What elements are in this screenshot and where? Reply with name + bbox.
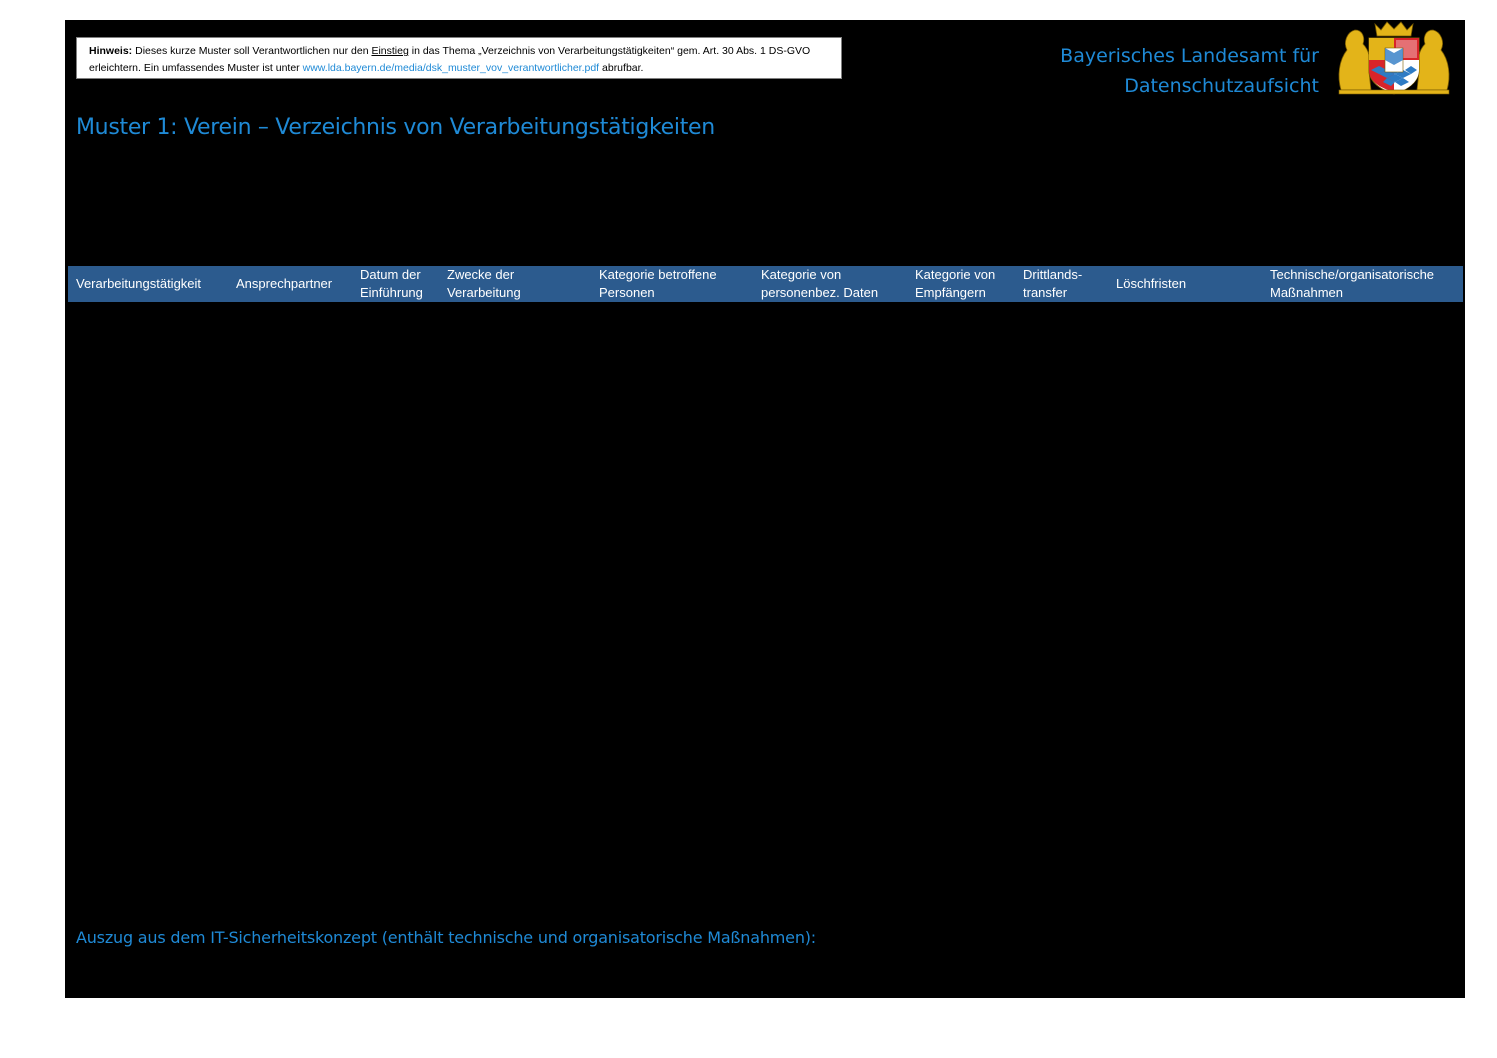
hint-link[interactable]: www.lda.bayern.de/media/dsk_muster_vov_verantwortlicher.pdf	[302, 62, 600, 74]
hint-text-1: Dieses kurze Muster soll Verantwortlichen nur den	[132, 45, 372, 57]
column-header-data-categories: Kategorie von personenbez. Daten	[761, 267, 879, 300]
column-header-recipients: Kategorie von Empfängern	[915, 267, 996, 300]
authority-name	[959, 41, 1319, 101]
column-header-data-subjects: Kategorie betroffene Personen	[599, 267, 717, 300]
column-header-introduction-date: Datum der Einführung	[360, 267, 423, 300]
hint-label: Hinweis:	[89, 45, 133, 57]
hint-box	[76, 37, 842, 79]
document-page	[65, 20, 1465, 998]
authority-line-1: Bayerisches Landesamt für	[1060, 45, 1319, 67]
hint-text-3: abrufbar.	[599, 62, 644, 74]
table-header-row	[68, 266, 1463, 302]
section-title-security-concept: Auszug aus dem IT-Sicherheitskonzept (enthält technische und organisatorische Maßnahmen):	[76, 928, 816, 947]
column-header-purposes: Zwecke der Verarbeitung	[447, 267, 521, 300]
document-title: Muster 1: Verein – Verzeichnis von Verarbeitungstätigkeiten	[76, 115, 715, 140]
column-header-deletion-periods: Löschfristen	[1116, 276, 1187, 291]
authority-line-2: Datenschutzaufsicht	[1124, 75, 1319, 97]
column-header-contact-person: Ansprechpartner	[236, 276, 333, 291]
hint-emphasis: Einstieg	[371, 45, 409, 57]
bavarian-coat-of-arms-icon	[1333, 20, 1455, 96]
column-header-processing-activity: Verarbeitungstätigkeit	[76, 276, 202, 291]
column-header-technical-measures: Technische/organisatorische Maßnahmen	[1270, 267, 1435, 300]
hint-text-2: in das Thema „Verzeichnis von Verarbeitungstätigkeiten“ gem. Art. 30 Abs. 1 DS-GVO erleichtern. Ein umfassendes Muster ist unter	[89, 45, 811, 74]
column-header-third-country-transfer: Drittlands-transfer	[1023, 267, 1083, 300]
